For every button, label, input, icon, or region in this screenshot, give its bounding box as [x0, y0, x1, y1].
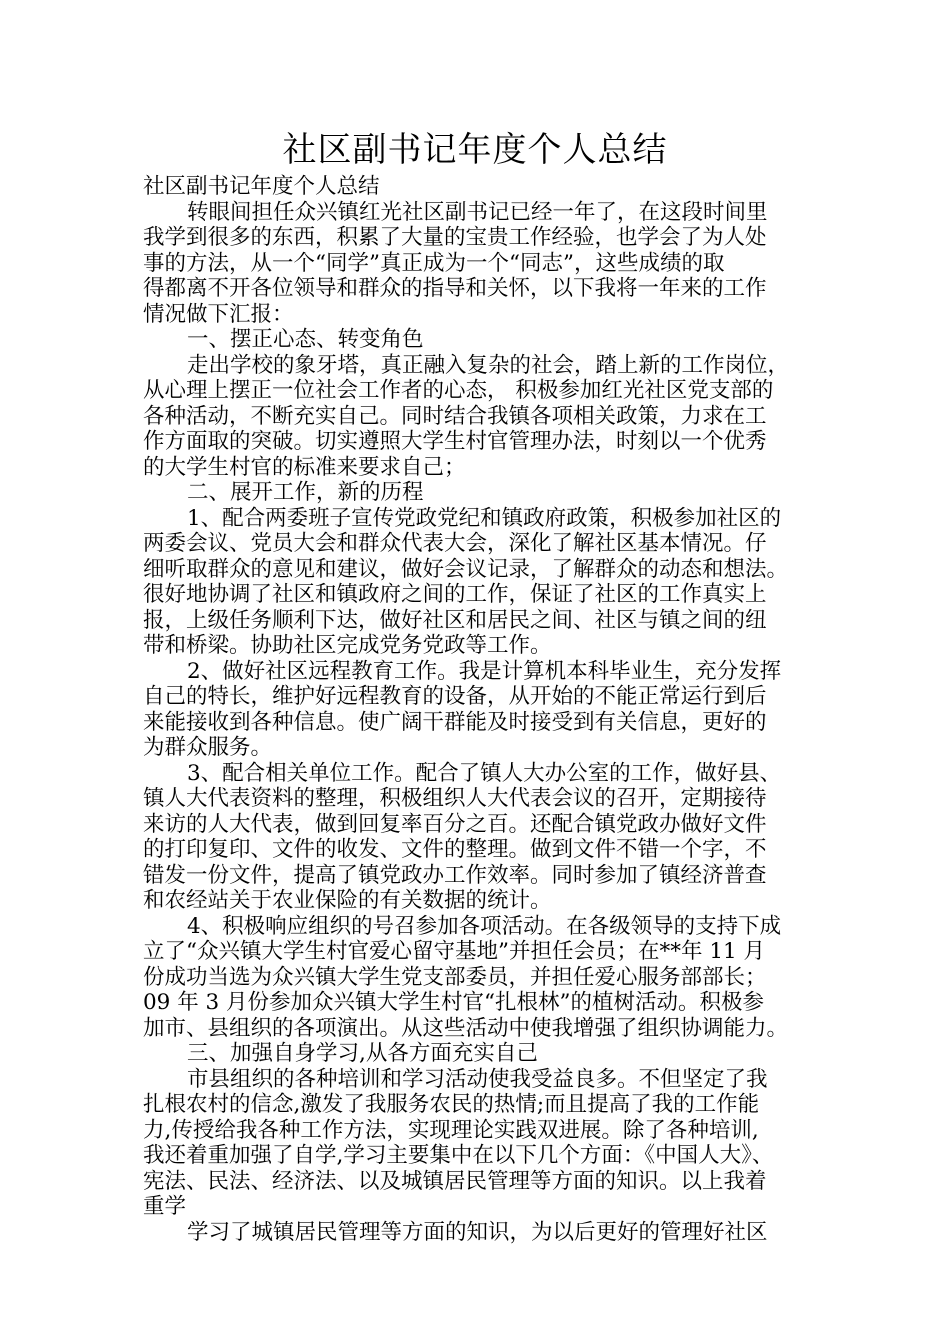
text-line: 走出学校的象牙塔，真正融入复杂的社会，踏上新的工作岗位， [187, 352, 790, 378]
text-line: 为群众服务。 [143, 735, 273, 760]
text-line: 2、做好社区远程教育工作。我是计算机本科毕业生，充分发挥 [187, 658, 782, 684]
text-line: 3、配合相关单位工作。配合了镇人大办公室的工作，做好县、 [187, 760, 782, 786]
text-line: 镇人大代表资料的整理，积极组织人大代表会议的召开，定期接待 [143, 786, 767, 811]
text-line: 报，上级任务顺利下达，做好社区和居民之间、社区与镇之间的纽 [143, 607, 767, 633]
text-line: 立了“众兴镇大学生村官爱心留守基地”并担任会员；在**年 11 月 [143, 939, 766, 964]
text-line: 的大学生村官的标准来要求自己； [143, 454, 466, 480]
text-line: 来能接收到各种信息。使广阔干群能及时接受到有关信息，更好的 [143, 709, 767, 735]
text-line: 细听取群众的意见和建议，做好会议记录，了解群众的动态和想法。 [143, 556, 789, 582]
text-line: 扎根农村的信念,激发了我服务农民的热情;而且提高了我的工作能 [143, 1092, 760, 1117]
text-line: 自己的特长，维护好远程教育的设备，从开始的不能正常运行到后 [143, 684, 767, 709]
text-line: 市县组织的各种培训和学习活动使我受益良多。不但坚定了我 [187, 1066, 768, 1092]
text-line: 带和桥梁。协助社区完成党务党政等工作。 [143, 633, 552, 658]
text-line: 我还着重加强了自学,学习主要集中在以下几个方面：《中国人大》、 [143, 1143, 774, 1168]
text-line: 一、摆正心态、转变角色 [187, 327, 424, 352]
text-line: 来访的人大代表，做到回复率百分之百。还配合镇党政办做好文件 [143, 811, 767, 837]
text-line: 我学到很多的东西，积累了大量的宝贵工作经验，也学会了为人处 [143, 225, 767, 250]
text-line: 4、积极响应组织的号召参加各项活动。在各级领导的支持下成 [187, 913, 782, 939]
text-line: 很好地协调了社区和镇政府之间的工作，保证了社区的工作真实上 [143, 582, 767, 607]
text-line: 从心理上摆正一位社会工作者的心态， 积极参加红光社区党支部的 [143, 378, 774, 403]
text-line: 转眼间担任众兴镇红光社区副书记已经一年了，在这段时间里 [187, 199, 768, 225]
text-line: 力,传授给我各种工作方法，实现理论实践双进展。除了各种培训, [143, 1117, 759, 1143]
text-line: 二、展开工作，新的历程 [187, 480, 424, 505]
text-line: 加市、县组织的各项演出。从这些活动中使我增强了组织协调能力。 [143, 1015, 789, 1041]
text-line: 情况做下汇报： [143, 301, 294, 327]
text-line: 宪法、民法、经济法、以及城镇居民管理等方面的知识。以上我着 [143, 1168, 767, 1194]
text-line: 各种活动，不断充实自己。同时结合我镇各项相关政策，力求在工 [143, 403, 767, 429]
text-line: 09 年 3 月份参加众兴镇大学生村官“扎根林”的植树活动。积极参 [143, 990, 765, 1015]
text-line: 的打印复印、文件的收发、文件的整理。做到文件不错一个字，不 [143, 837, 767, 862]
text-line: 学习了城镇居民管理等方面的知识，为以后更好的管理好社区 [187, 1219, 768, 1245]
text-line: 两委会议、党员大会和群众代表大会，深化了解社区基本情况。仔 [143, 531, 767, 556]
text-line: 1、配合两委班子宣传党政党纪和镇政府政策，积极参加社区的 [187, 505, 782, 531]
text-line: 得都离不开各位领导和群众的指导和关怀，以下我将一年来的工作 [143, 276, 767, 301]
text-line: 重学 [143, 1194, 187, 1219]
document-title: 社区副书记年度个人总结 [282, 130, 668, 170]
text-line: 份成功当选为众兴镇大学生党支部委员，并担任爱心服务部部长； [143, 964, 767, 990]
text-line: 三、加强自身学习,从各方面充实自己 [187, 1041, 538, 1066]
text-line: 错发一份文件，提高了镇党政办工作效率。同时参加了镇经济普查 [143, 862, 767, 888]
text-line: 和农经站关于农业保险的有关数据的统计。 [143, 888, 552, 913]
text-line: 事的方法，从一个“同学”真正成为一个“同志”，这些成绩的取 [143, 250, 725, 276]
text-line: 社区副书记年度个人总结 [143, 174, 380, 199]
document-body [143, 174, 809, 1245]
text-line: 作方面取的突破。切实遵照大学生村官管理办法，时刻以一个优秀 [143, 429, 767, 454]
